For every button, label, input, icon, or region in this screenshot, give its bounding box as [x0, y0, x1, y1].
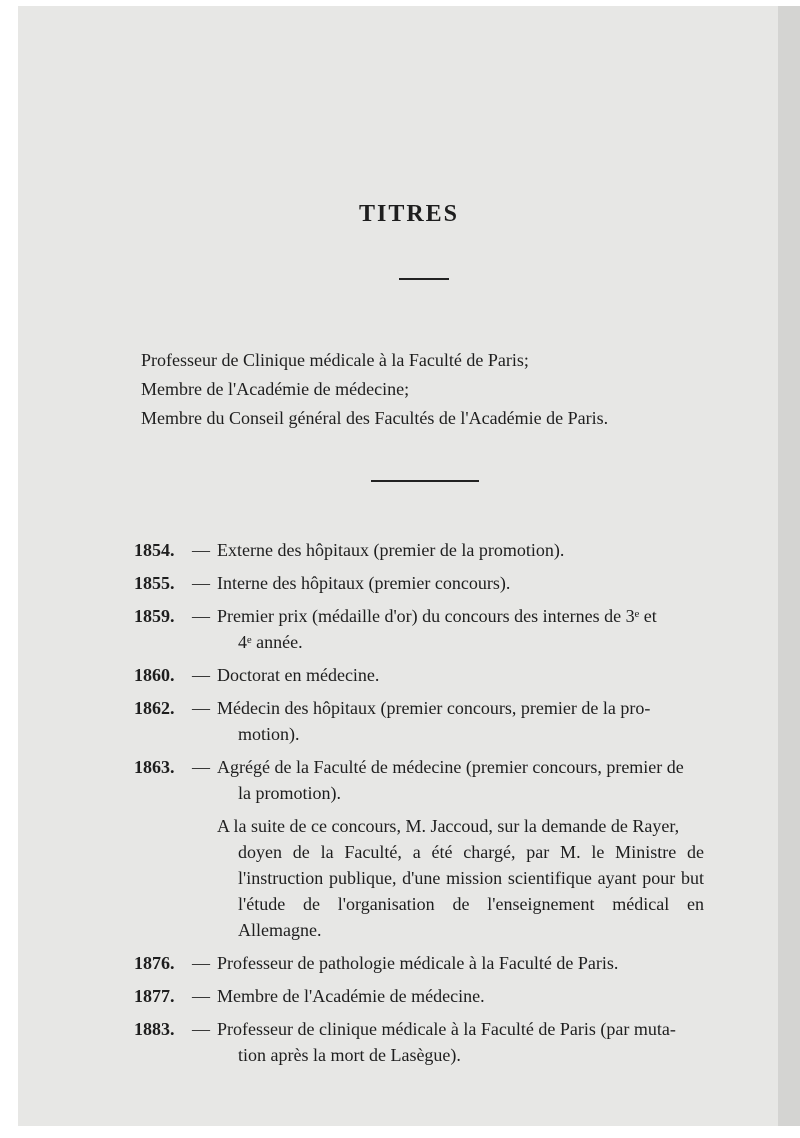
entry-dash: — — [192, 986, 210, 1006]
career-timeline — [134, 537, 704, 1075]
timeline-entry — [134, 983, 704, 1009]
entry-dash: — — [192, 698, 210, 718]
entry-text: Agrégé de la Faculté de médecine (premier concours, premier de — [217, 757, 684, 777]
timeline-entry — [134, 695, 704, 747]
entry-year: 1877. — [134, 986, 175, 1006]
note-first-line: A la suite de ce concours, M. Jaccoud, sur la demande de Rayer, — [217, 816, 680, 836]
entry-year: 1855. — [134, 573, 175, 593]
entry-text: Externe des hôpitaux (premier de la promotion). — [217, 540, 565, 560]
entry-year: 1859. — [134, 606, 175, 626]
page-title: TITRES — [358, 201, 460, 227]
timeline-entry — [134, 603, 704, 655]
entry-text: Médecin des hôpitaux (premier concours, premier de la pro- — [217, 698, 651, 718]
title-line: Professeur de Clinique médicale à la Faculté de Paris; — [141, 350, 529, 370]
entry-text: Doctorat en médecine. — [217, 665, 380, 685]
entry-text: Membre de l'Académie de médecine. — [217, 986, 485, 1006]
timeline-entry — [134, 570, 704, 596]
entry-dash: — — [192, 606, 210, 626]
timeline-entry — [134, 662, 704, 688]
entry-text: Professeur de pathologie médicale à la Faculté de Paris. — [217, 953, 619, 973]
entry-year: 1862. — [134, 698, 175, 718]
title-rule — [399, 278, 449, 280]
entry-text: Professeur de clinique médicale à la Faculté de Paris (par muta- — [217, 1019, 676, 1039]
entry-dash: — — [192, 573, 210, 593]
entry-dash: — — [192, 665, 210, 685]
titles-list — [141, 346, 608, 433]
entry-continuation: 4ᵉ année. — [238, 632, 303, 652]
timeline-entry — [134, 1016, 704, 1068]
entry-text: Premier prix (médaille d'or) du concours des internes de 3ᵉ et — [217, 606, 657, 626]
entry-year: 1854. — [134, 540, 175, 560]
entry-dash: — — [192, 540, 210, 560]
section-rule — [371, 480, 479, 482]
entry-dash: — — [192, 953, 210, 973]
timeline-entry — [134, 537, 704, 563]
entry-year: 1883. — [134, 1019, 175, 1039]
page-edge — [778, 6, 800, 1126]
entry-dash: — — [192, 757, 210, 777]
title-line: Membre de l'Académie de médecine; — [141, 379, 410, 399]
entry-dash: — — [192, 1019, 210, 1039]
note-body: doyen de la Faculté, a été chargé, par M. le Ministre de l'instruction publique, d'une mission scientifique ayant pour but l'étude de l'organisation de l'enseignement médical en Allemagne. — [238, 842, 704, 940]
entry-continuation: la promotion). — [238, 783, 341, 803]
timeline-entry — [134, 950, 704, 976]
entry-text: Interne des hôpitaux (premier concours). — [217, 573, 511, 593]
entry-continuation: motion). — [238, 724, 300, 744]
entry-year: 1863. — [134, 757, 175, 777]
entry-continuation: tion après la mort de Lasègue). — [238, 1045, 461, 1065]
entry-note — [217, 813, 704, 943]
timeline-entry — [134, 754, 704, 806]
entry-year: 1876. — [134, 953, 175, 973]
entry-year: 1860. — [134, 665, 175, 685]
document-page — [18, 6, 800, 1126]
title-line: Membre du Conseil général des Facultés de l'Académie de Paris. — [141, 408, 609, 428]
